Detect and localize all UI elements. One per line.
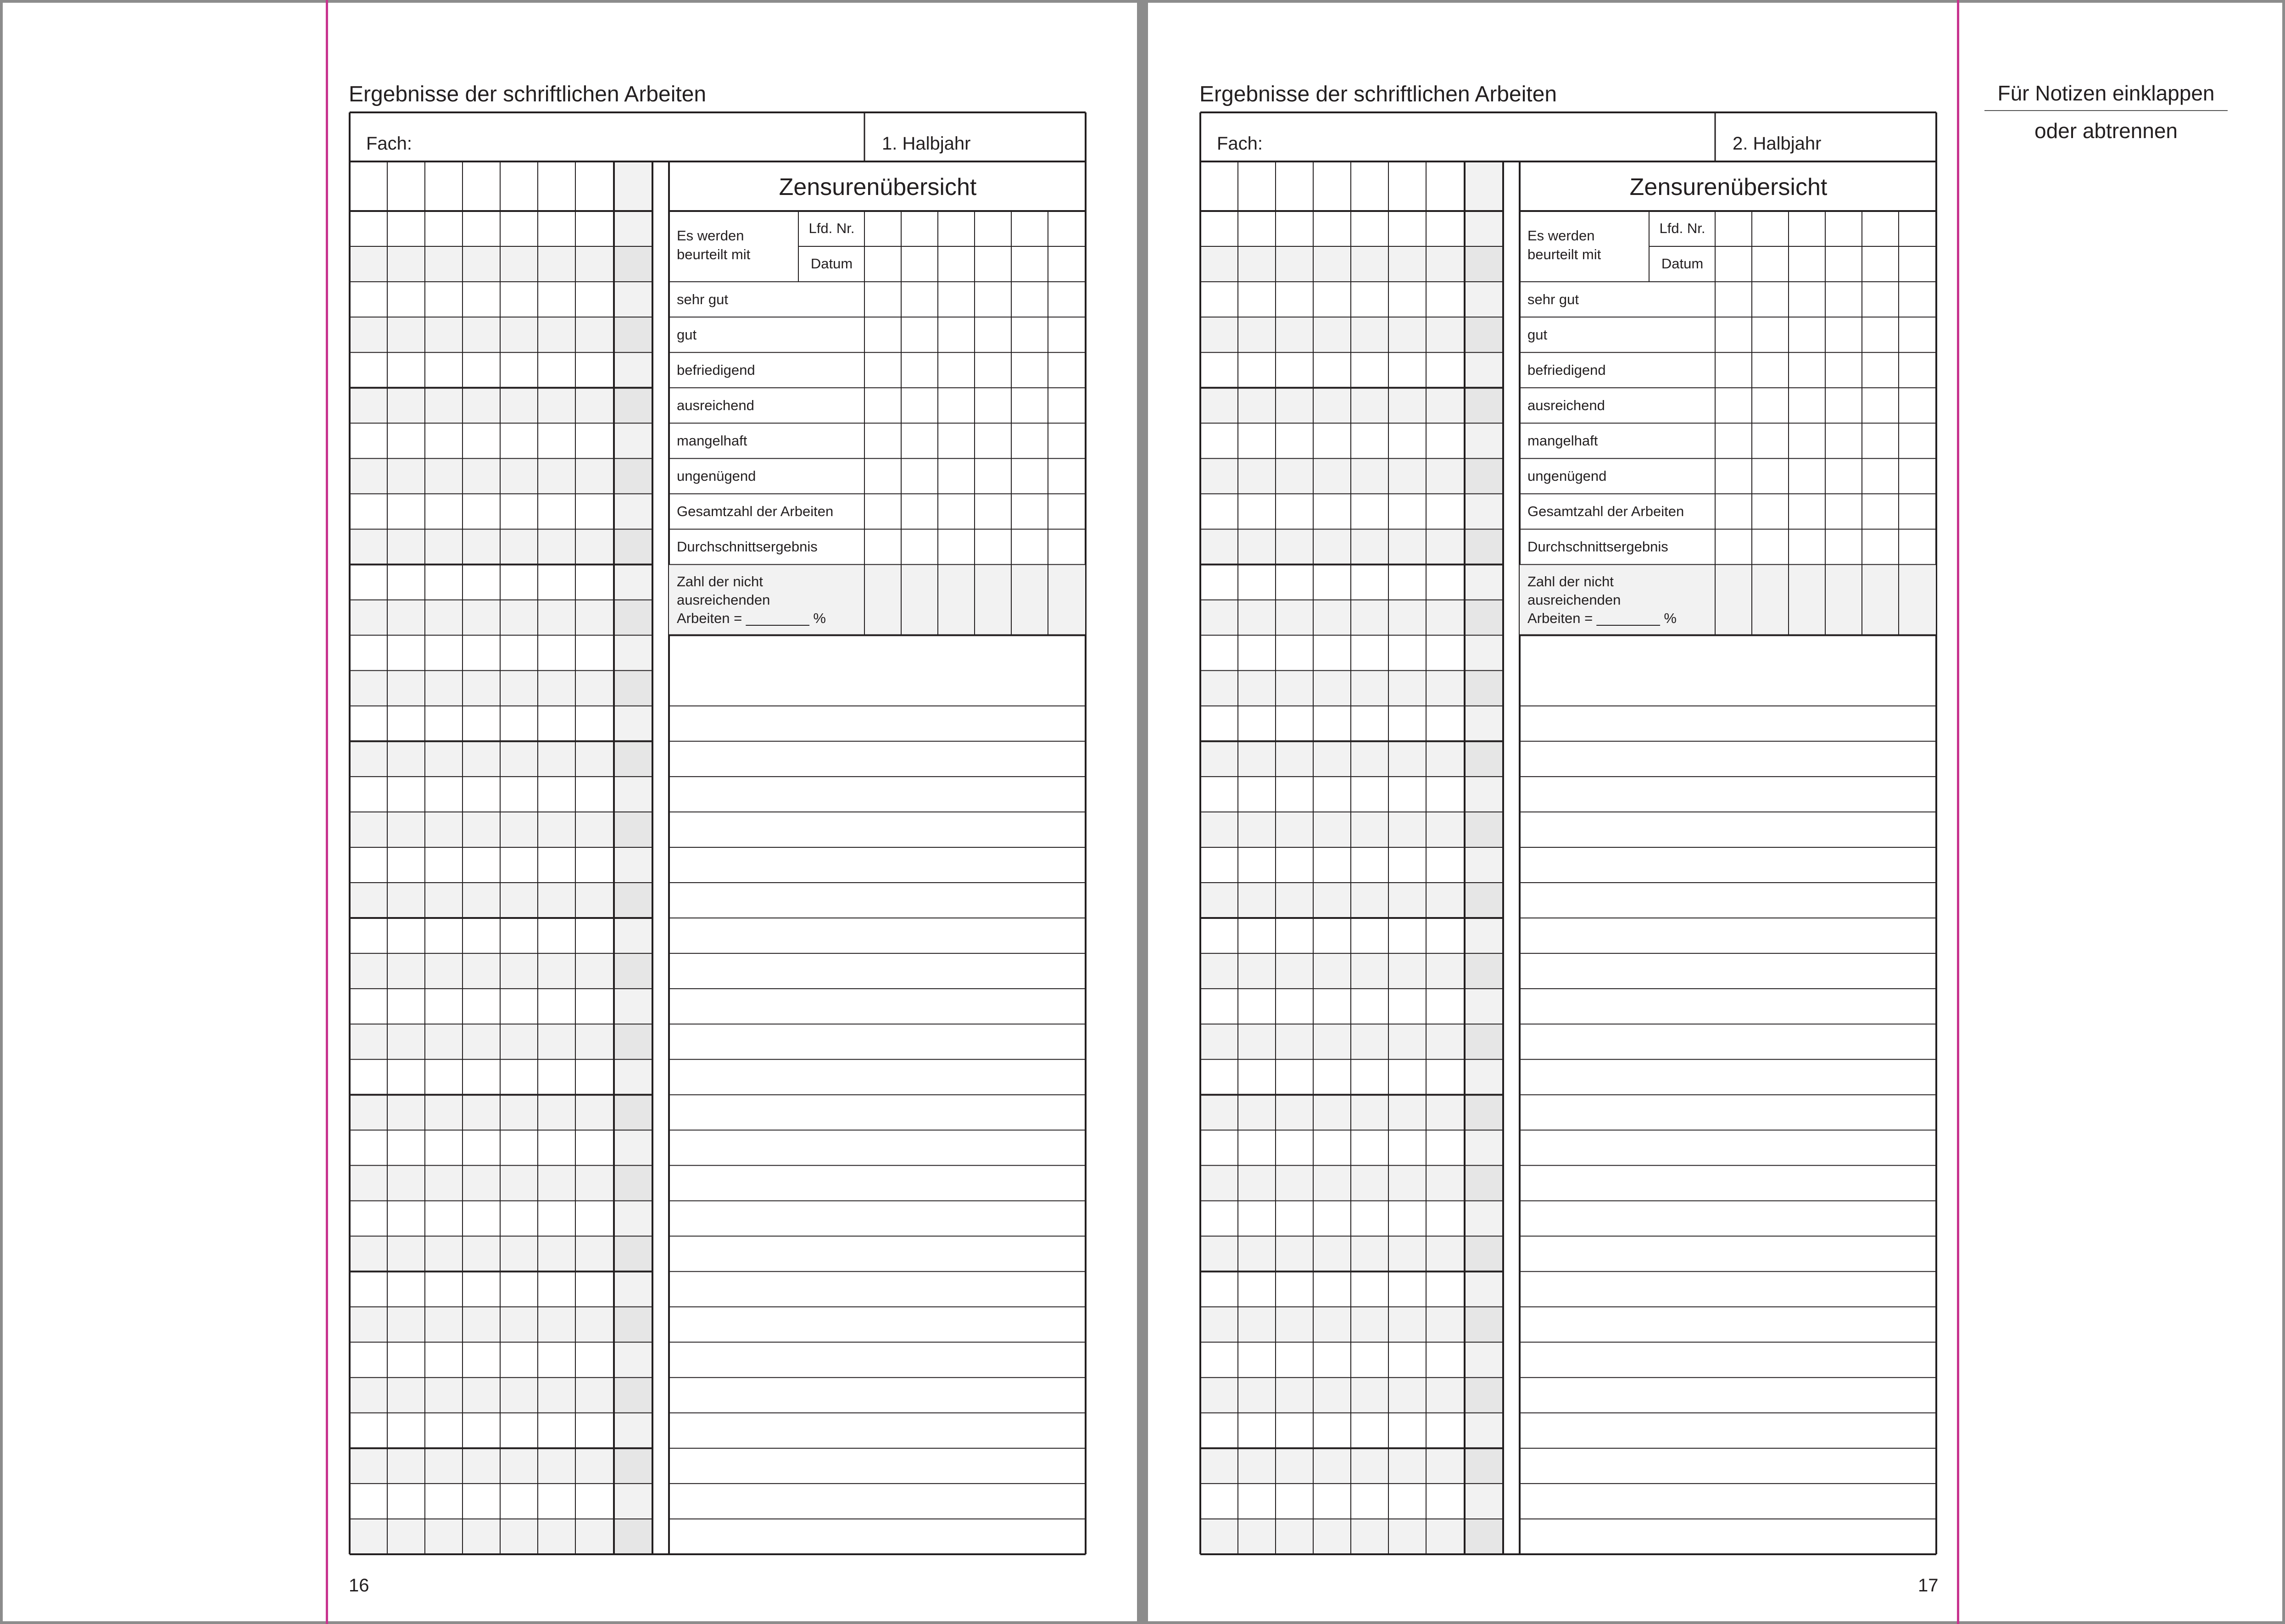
subject-label: Fach: bbox=[366, 133, 412, 154]
form-heading: Ergebnisse der schriftlichen Arbeiten bbox=[1199, 82, 1557, 106]
page-number: 16 bbox=[349, 1575, 369, 1596]
term-label: 1. Halbjahr bbox=[882, 133, 971, 154]
grade-label-very-good: sehr gut bbox=[1527, 291, 1579, 307]
insufficient-percent-label: Arbeiten = ________ % bbox=[1527, 610, 1677, 626]
insufficient-count-label-2: ausreichenden bbox=[677, 592, 770, 608]
subject-label: Fach: bbox=[1217, 133, 1263, 154]
total-works-label: Gesamtzahl der Arbeiten bbox=[1527, 503, 1684, 519]
grade-label-insufficient: ungenügend bbox=[677, 468, 756, 484]
assessed-label-2: beurteilt mit bbox=[1527, 246, 1601, 262]
insufficient-count-label: Zahl der nicht bbox=[1527, 573, 1614, 590]
average-result-label: Durchschnittsergebnis bbox=[677, 539, 818, 555]
number-label: Lfd. Nr. bbox=[808, 220, 855, 236]
grade-label-very-good: sehr gut bbox=[677, 291, 729, 307]
grade-label-satisfactory: befriedigend bbox=[1527, 362, 1606, 378]
grade-label-deficient: mangelhaft bbox=[677, 433, 747, 449]
form-heading: Ergebnisse der schriftlichen Arbeiten bbox=[349, 82, 707, 106]
insufficient-count-label: Zahl der nicht bbox=[677, 573, 763, 590]
date-label: Datum bbox=[810, 256, 853, 272]
page-number: 17 bbox=[1918, 1575, 1939, 1596]
grade-label-good: gut bbox=[1527, 327, 1548, 343]
average-result-label: Durchschnittsergebnis bbox=[1527, 539, 1668, 555]
grade-label-deficient: mangelhaft bbox=[1527, 433, 1598, 449]
grade-label-good: gut bbox=[677, 327, 697, 343]
overview-title: Zensurenübersicht bbox=[779, 174, 977, 200]
grade-label-satisfactory: befriedigend bbox=[677, 362, 755, 378]
assessed-label: Es werden bbox=[1527, 228, 1595, 244]
grade-label-sufficient: ausreichend bbox=[1527, 397, 1605, 413]
overview-title: Zensurenübersicht bbox=[1629, 174, 1828, 200]
number-label: Lfd. Nr. bbox=[1659, 220, 1705, 236]
assessed-label: Es werden bbox=[677, 228, 744, 244]
date-label: Datum bbox=[1661, 256, 1704, 272]
assessed-label-2: beurteilt mit bbox=[677, 246, 751, 262]
grade-label-insufficient: ungenügend bbox=[1527, 468, 1607, 484]
notes-instruction-line1: Für Notizen einklappen bbox=[1997, 81, 2215, 105]
grade-label-sufficient: ausreichend bbox=[677, 397, 754, 413]
insufficient-percent-label: Arbeiten = ________ % bbox=[677, 610, 826, 626]
total-works-label: Gesamtzahl der Arbeiten bbox=[677, 503, 834, 519]
insufficient-count-label-2: ausreichenden bbox=[1527, 592, 1621, 608]
term-label: 2. Halbjahr bbox=[1733, 133, 1822, 154]
notes-instruction-line2: oder abtrennen bbox=[2034, 119, 2178, 143]
notes-divider bbox=[1984, 110, 2228, 111]
